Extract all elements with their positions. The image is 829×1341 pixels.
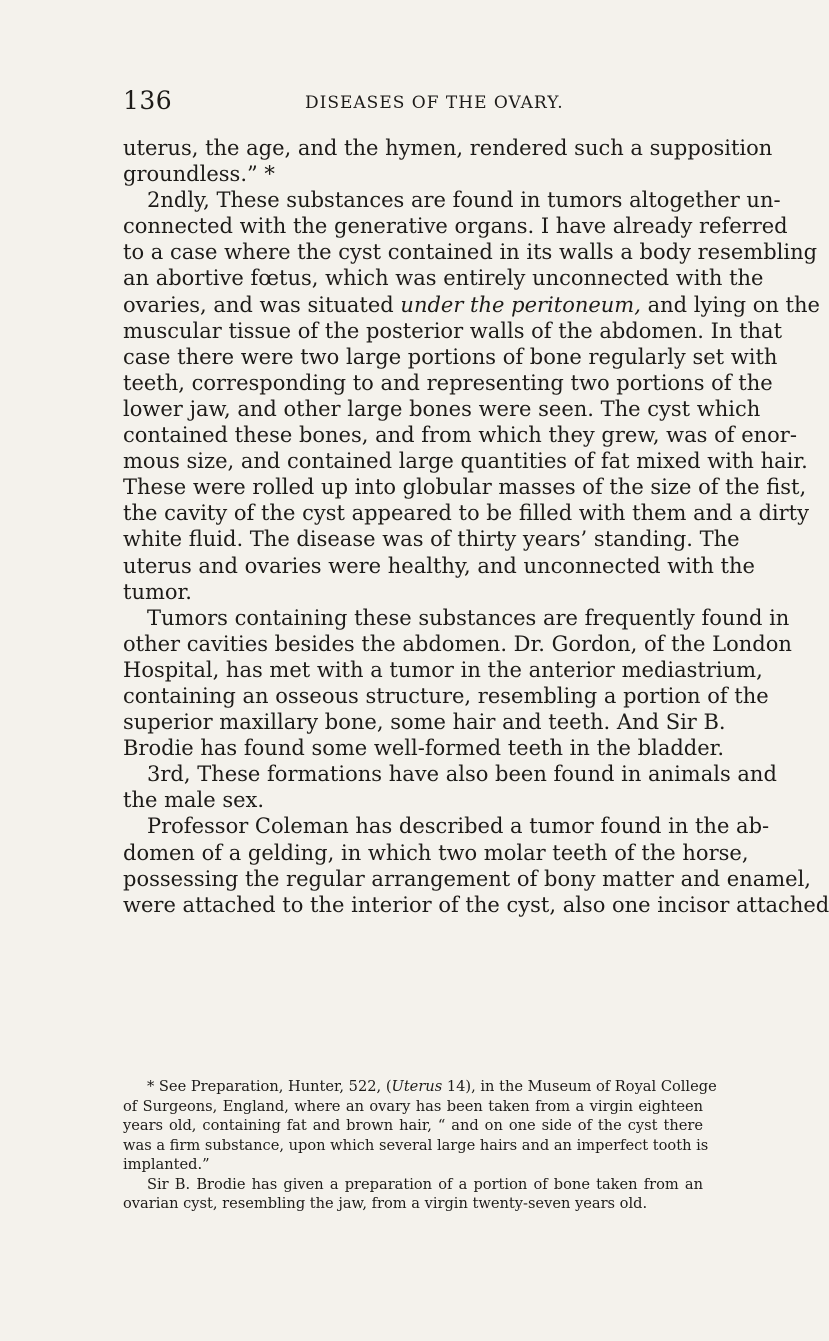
text-line: These were rolled up into globular masses of the size of the fist, (123, 475, 807, 500)
text-line: case there were two large portions of bone regularly set with (123, 344, 778, 369)
footnote-line: was a firm substance, upon which several large hairs and an imperfect tooth is (123, 1136, 709, 1154)
text-segment: and lying on the (647, 292, 820, 317)
footnote-italic-ref: (Uterus 14), (385, 1078, 476, 1095)
text-line: Hospital, has met with a tumor in the anterior mediastrium, (123, 657, 763, 682)
text-line: uterus and ovaries were healthy, and unconnected with the (123, 553, 755, 578)
text-line: were attached to the interior of the cyst, also one incisor attached (123, 892, 829, 917)
text-line: groundless.” * (123, 162, 275, 187)
text-line: tumor. (123, 579, 192, 604)
footnote-line: of Surgeons, England, where an ovary has been taken from a virgin eighteen (123, 1097, 703, 1115)
text-line: Tumors containing these substances are frequently found in (147, 605, 790, 630)
footnotes (123, 1077, 717, 1214)
text-line: Professor Coleman has described a tumor found in the ab- (147, 814, 770, 839)
text-line: containing an osseous structure, resembling a portion of the (123, 683, 769, 708)
text-line: the male sex. (123, 788, 265, 813)
text-line: lower jaw, and other large bones were seen. The cyst which (123, 396, 761, 421)
main-text (123, 135, 829, 918)
text-line: uterus, the age, and the hymen, rendered such a supposition (123, 136, 773, 160)
text-line: Brodie has found some well-formed teeth in the bladder. (123, 736, 725, 761)
text-line-italic (123, 292, 820, 318)
text-line: superior maxillary bone, some hair and teeth. And Sir B. (123, 710, 726, 735)
text-line: muscular tissue of the posterior walls of the abdomen. In that (123, 318, 783, 343)
footnote-segment: * See Preparation, Hunter, 522, (147, 1078, 382, 1095)
text-segment: ovaries, and was situated (123, 292, 394, 317)
footnote-line: years old, containing fat and brown hair, “ and on one side of the cyst there (123, 1117, 703, 1134)
footnote-line (123, 1077, 717, 1097)
italic-phrase: Uterus (391, 1078, 443, 1095)
text-line: contained these bones, and from which they grew, was of enor- (123, 423, 797, 448)
footnote-line: ovarian cyst, resembling the jaw, from a virgin twenty-seven years old. (123, 1195, 648, 1212)
text-line: 2ndly, These substances are found in tumors altogether un- (147, 188, 781, 213)
italic-phrase: under the peritoneum, (400, 292, 641, 317)
footnote-segment: in the Museum of Royal College (480, 1078, 717, 1095)
footnote-line: Sir B. Brodie has given a preparation of a portion of bone taken from an (147, 1175, 703, 1193)
text-line: domen of a gelding, in which two molar teeth of the horse, (123, 840, 749, 865)
text-line: other cavities besides the abdomen. Dr. Gordon, of the London (123, 631, 792, 656)
text-line: 3rd, These formations have also been found in animals and (147, 762, 777, 787)
page-number: 136 (123, 86, 173, 115)
text-line: the cavity of the cyst appeared to be filled with them and a dirty (123, 501, 809, 526)
text-line: connected with the generative organs. I have already referred (123, 214, 788, 239)
text-line: to a case where the cyst contained in its walls a body resembling (123, 240, 818, 265)
text-line: white fluid. The disease was of thirty years’ standing. The (123, 527, 740, 552)
text-line: teeth, corresponding to and representing two portions of the (123, 370, 773, 395)
running-head: DISEASES OF THE OVARY. (305, 93, 564, 113)
text-line: mous size, and contained large quantities of fat mixed with hair. (123, 449, 808, 474)
footnote-line: implanted.” (123, 1156, 210, 1173)
text-line: an abortive fœtus, which was entirely unconnected with the (123, 266, 764, 291)
text-line: possessing the regular arrangement of bony matter and enamel, (123, 866, 811, 891)
